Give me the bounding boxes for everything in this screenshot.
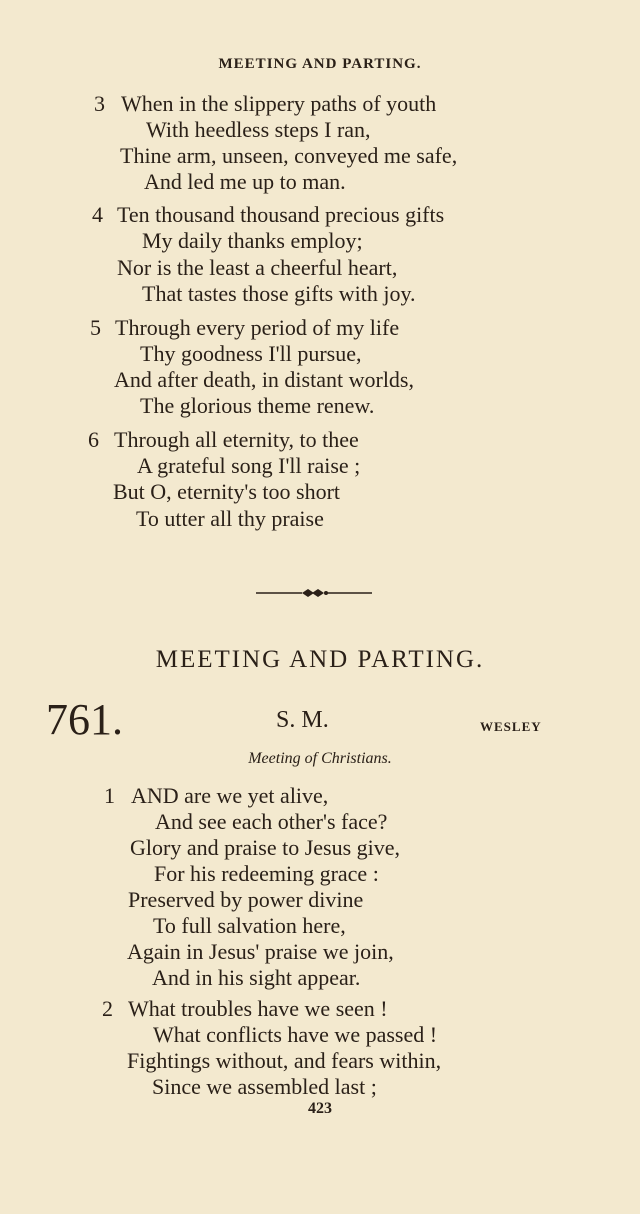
verse-number: 6 — [88, 427, 99, 452]
verse-line: To full salvation here, — [153, 913, 346, 938]
verse-line: Thy goodness I'll pursue, — [140, 341, 362, 366]
verse-line: And led me up to man. — [144, 169, 346, 194]
verse-line: Since we assembled last ; — [152, 1074, 377, 1099]
verse-line: To utter all thy praise — [136, 506, 324, 531]
verse-line: Preserved by power divine — [128, 887, 364, 912]
hymn-number: 761. — [46, 695, 123, 744]
verse-line: The glorious theme renew. — [140, 393, 375, 418]
verse-line: Thine arm, unseen, conveyed me safe, — [120, 143, 458, 168]
verse-line: That tastes those gifts with joy. — [142, 281, 416, 306]
verse-line: And in his sight appear. — [152, 965, 361, 990]
verse-line: What conflicts have we passed ! — [153, 1022, 438, 1047]
verse-line: Glory and praise to Jesus give, — [130, 835, 401, 860]
verse-line: Fightings without, and fears within, — [127, 1048, 442, 1073]
verse-line: Again in Jesus' praise we join, — [127, 939, 394, 964]
verse-number: 1 — [104, 783, 115, 808]
verse-line: But O, eternity's too short — [113, 479, 341, 504]
hymn-author: WESLEY — [480, 719, 542, 734]
verse-line: Through every period of my life — [115, 315, 400, 340]
ornament-divider — [256, 586, 372, 600]
hymn-subtitle: Meeting of Christians. — [248, 750, 392, 767]
verse-line: What troubles have we seen ! — [128, 996, 388, 1021]
verse-line: And after death, in distant worlds, — [114, 367, 414, 392]
page-number: 423 — [308, 1100, 332, 1117]
hymn-meter: S. M. — [276, 707, 329, 733]
verse-number: 4 — [92, 202, 103, 227]
verse-line: My daily thanks employ; — [142, 228, 363, 253]
verse-number: 3 — [94, 91, 105, 116]
verse-line: With heedless steps I ran, — [146, 117, 371, 142]
verse-number: 5 — [90, 315, 101, 340]
verse-line: Ten thousand thousand precious gifts — [117, 202, 445, 227]
verse-line: Nor is the least a cheerful heart, — [117, 255, 398, 280]
verse-line: AND are we yet alive, — [131, 783, 329, 808]
verse-line: For his redeeming grace : — [154, 861, 379, 886]
running-head: MEETING AND PARTING. — [218, 56, 422, 72]
verse-number: 2 — [102, 996, 113, 1021]
verse-line: When in the slippery paths of youth — [121, 91, 437, 116]
verse-line: Through all eternity, to thee — [114, 427, 359, 452]
verse-line: A grateful song I'll raise ; — [137, 453, 361, 478]
verse-line: And see each other's face? — [155, 809, 388, 834]
section-title: MEETING AND PARTING. — [155, 646, 485, 673]
